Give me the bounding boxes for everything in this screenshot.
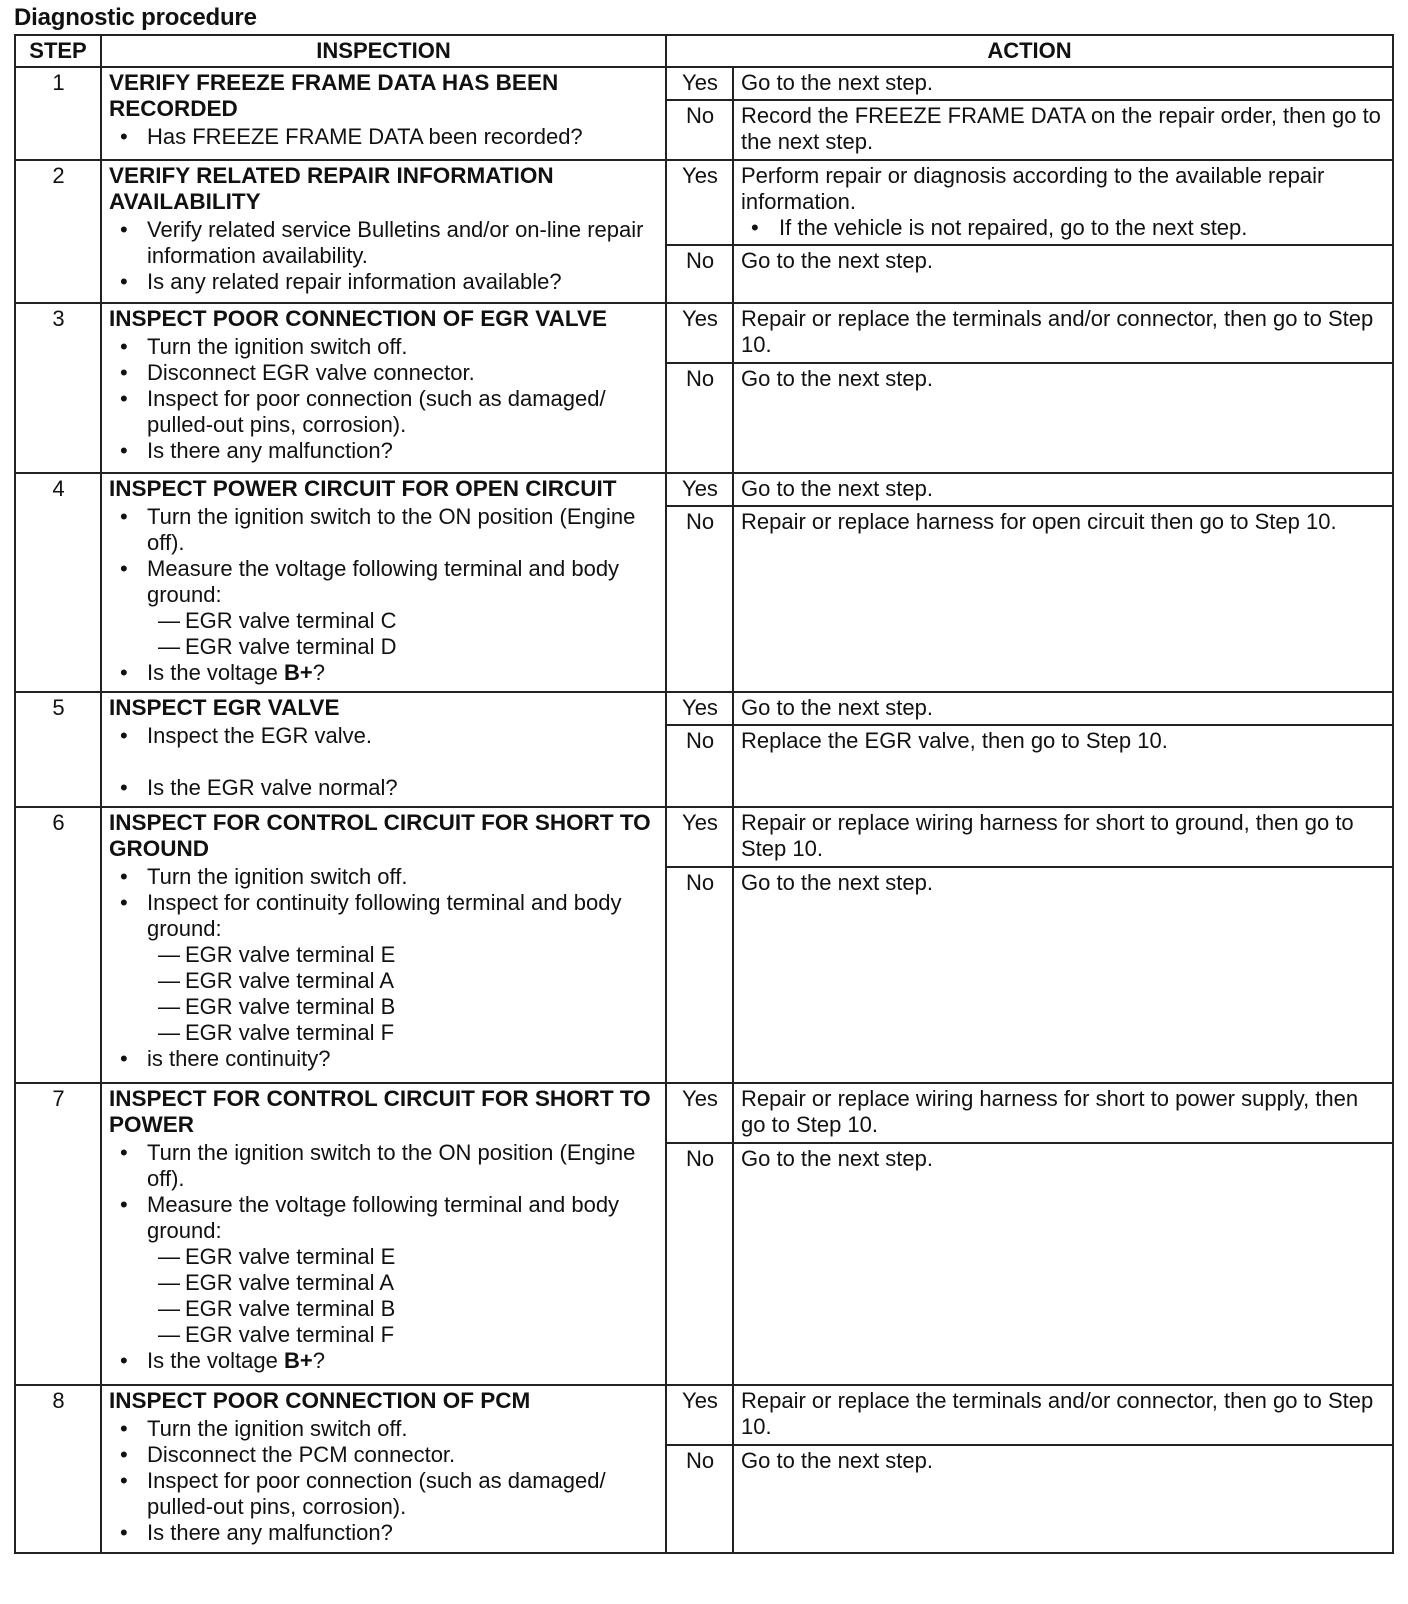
- inspection-cell: [101, 1083, 666, 1385]
- no-action: Go to the next step.: [733, 1445, 1393, 1553]
- step-row-yes: [15, 807, 1393, 867]
- inspection-heading: VERIFY RELATED REPAIR INFORMATION AVAILABILITY: [109, 163, 554, 214]
- inspection-bullet: • Has FREEZE FRAME DATA been recorded?: [109, 124, 659, 150]
- no-label: No: [666, 506, 733, 692]
- inspection-cell: [101, 692, 666, 807]
- inspection-bullet: • is there continuity?: [109, 1046, 659, 1072]
- step-number: 7: [15, 1083, 101, 1385]
- inspection-bullet-text: Is the voltage: [147, 660, 278, 685]
- inspection-cell: [101, 67, 666, 160]
- yes-action: Go to the next step.: [733, 692, 1393, 725]
- inspection-bullet-text: Is the voltage: [147, 1348, 278, 1373]
- step-row-yes: [15, 1385, 1393, 1445]
- step-row-yes: [15, 1083, 1393, 1143]
- inspection-bullet: • Turn the ignition switch off.: [109, 1416, 659, 1442]
- inspection-bullet: [109, 1348, 659, 1374]
- no-label: No: [666, 363, 733, 473]
- terminal-item: — EGR valve terminal A: [147, 1270, 659, 1296]
- no-action: Replace the EGR valve, then go to Step 10.: [733, 725, 1393, 807]
- inspection-heading: INSPECT POOR CONNECTION OF EGR VALVE: [109, 306, 607, 331]
- voltage-value: B+: [284, 660, 313, 685]
- terminal-item: — EGR valve terminal C: [147, 608, 659, 634]
- step-number: 5: [15, 692, 101, 807]
- terminal-item: — EGR valve terminal F: [147, 1322, 659, 1348]
- terminal-item: — EGR valve terminal F: [147, 1020, 659, 1046]
- step-number: 2: [15, 160, 101, 303]
- yes-action: Repair or replace the terminals and/or connector, then go to Step 10.: [733, 1385, 1393, 1445]
- no-action: Record the FREEZE FRAME DATA on the repair order, then go to the next step.: [733, 100, 1393, 160]
- no-action: Go to the next step.: [733, 867, 1393, 1083]
- inspection-heading: INSPECT POOR CONNECTION OF PCM: [109, 1388, 531, 1413]
- step-row-yes: [15, 473, 1393, 506]
- header-inspection: INSPECTION: [101, 35, 666, 67]
- inspection-heading: INSPECT FOR CONTROL CIRCUIT FOR SHORT TO POWER: [109, 1086, 651, 1137]
- no-label: No: [666, 100, 733, 160]
- inspection-heading: VERIFY FREEZE FRAME DATA HAS BEEN RECORDED: [109, 70, 559, 121]
- inspection-bullet: [109, 660, 659, 686]
- inspection-bullet: • Turn the ignition switch off.: [109, 334, 659, 360]
- inspection-bullet: • Inspect the EGR valve.: [109, 723, 659, 749]
- yes-action-bullet: • If the vehicle is not repaired, go to the next step.: [741, 215, 1386, 241]
- yes-label: Yes: [666, 67, 733, 100]
- step-row-yes: [15, 67, 1393, 100]
- no-label: No: [666, 867, 733, 1083]
- inspection-cell: [101, 807, 666, 1083]
- voltage-value: B+: [284, 1348, 313, 1373]
- yes-label: Yes: [666, 692, 733, 725]
- yes-label: Yes: [666, 160, 733, 245]
- step-row-yes: [15, 303, 1393, 363]
- question-mark: ?: [312, 660, 325, 685]
- inspection-bullet: • Turn the ignition switch off.: [109, 864, 659, 890]
- inspection-bullet: • Is the EGR valve normal?: [109, 775, 659, 801]
- step-number: 8: [15, 1385, 101, 1553]
- terminal-item: — EGR valve terminal E: [147, 942, 659, 968]
- step-row-yes: [15, 692, 1393, 725]
- yes-action-text: Perform repair or diagnosis according to the available repair information.: [741, 163, 1325, 214]
- yes-label: Yes: [666, 1083, 733, 1143]
- step-number: 3: [15, 303, 101, 473]
- no-label: No: [666, 245, 733, 303]
- inspection-cell: [101, 160, 666, 303]
- step-row-yes: [15, 160, 1393, 245]
- inspection-bullet: • Verify related service Bulletins and/or on-line repair information availability.: [109, 217, 659, 269]
- inspection-bullet: • Disconnect EGR valve connector.: [109, 360, 659, 386]
- yes-action: [733, 160, 1393, 245]
- inspection-bullet: • Is there any malfunction?: [109, 1520, 659, 1546]
- terminal-item: — EGR valve terminal B: [147, 1296, 659, 1322]
- no-label: No: [666, 725, 733, 807]
- header-row: [15, 35, 1393, 67]
- inspection-bullet-text: Measure the voltage following terminal and body ground:: [147, 1192, 620, 1243]
- yes-label: Yes: [666, 303, 733, 363]
- inspection-bullet: [109, 1192, 659, 1348]
- terminal-item: — EGR valve terminal D: [147, 634, 659, 660]
- inspection-bullet: • Inspect for poor connection (such as damaged/ pulled-out pins, corrosion).: [109, 386, 659, 438]
- inspection-bullet: • Is any related repair information available?: [109, 269, 659, 295]
- inspection-heading: INSPECT POWER CIRCUIT FOR OPEN CIRCUIT: [109, 476, 617, 501]
- yes-action: Go to the next step.: [733, 67, 1393, 100]
- inspection-bullet: • Turn the ignition switch to the ON position (Engine off).: [109, 1140, 659, 1192]
- header-step: STEP: [15, 35, 101, 67]
- inspection-cell: [101, 1385, 666, 1553]
- terminal-item: — EGR valve terminal B: [147, 994, 659, 1020]
- step-number: 1: [15, 67, 101, 160]
- inspection-bullet: [109, 890, 659, 1046]
- inspection-bullet: • Is there any malfunction?: [109, 438, 659, 464]
- yes-action: Repair or replace wiring harness for short to power supply, then go to Step 10.: [733, 1083, 1393, 1143]
- no-action: Go to the next step.: [733, 1143, 1393, 1385]
- no-action: Go to the next step.: [733, 363, 1393, 473]
- inspection-bullet: • Disconnect the PCM connector.: [109, 1442, 659, 1468]
- terminal-item: — EGR valve terminal A: [147, 968, 659, 994]
- no-action: Go to the next step.: [733, 245, 1393, 303]
- inspection-cell: [101, 303, 666, 473]
- inspection-bullet-text: Inspect for continuity following terminal and body ground:: [147, 890, 622, 941]
- no-label: No: [666, 1143, 733, 1385]
- yes-action: Go to the next step.: [733, 473, 1393, 506]
- terminal-item: — EGR valve terminal E: [147, 1244, 659, 1270]
- inspection-heading: INSPECT EGR VALVE: [109, 695, 340, 720]
- yes-label: Yes: [666, 807, 733, 867]
- step-number: 4: [15, 473, 101, 692]
- inspection-bullet: • Turn the ignition switch to the ON position (Engine off).: [109, 504, 659, 556]
- inspection-bullet-text: Measure the voltage following terminal and body ground:: [147, 556, 620, 607]
- inspection-bullet: [109, 556, 659, 660]
- page-title: Diagnostic procedure: [14, 4, 257, 31]
- no-action: Repair or replace harness for open circuit then go to Step 10.: [733, 506, 1393, 692]
- yes-label: Yes: [666, 473, 733, 506]
- inspection-cell: [101, 473, 666, 692]
- yes-action: Repair or replace the terminals and/or connector, then go to Step 10.: [733, 303, 1393, 363]
- inspection-heading: INSPECT FOR CONTROL CIRCUIT FOR SHORT TO GROUND: [109, 810, 651, 861]
- header-action: ACTION: [666, 35, 1393, 67]
- no-label: No: [666, 1445, 733, 1553]
- question-mark: ?: [312, 1348, 325, 1373]
- diagnostic-procedure-table: [14, 34, 1394, 1554]
- yes-label: Yes: [666, 1385, 733, 1445]
- inspection-bullet: • Inspect for poor connection (such as damaged/ pulled-out pins, corrosion).: [109, 1468, 659, 1520]
- step-number: 6: [15, 807, 101, 1083]
- yes-action: Repair or replace wiring harness for short to ground, then go to Step 10.: [733, 807, 1393, 867]
